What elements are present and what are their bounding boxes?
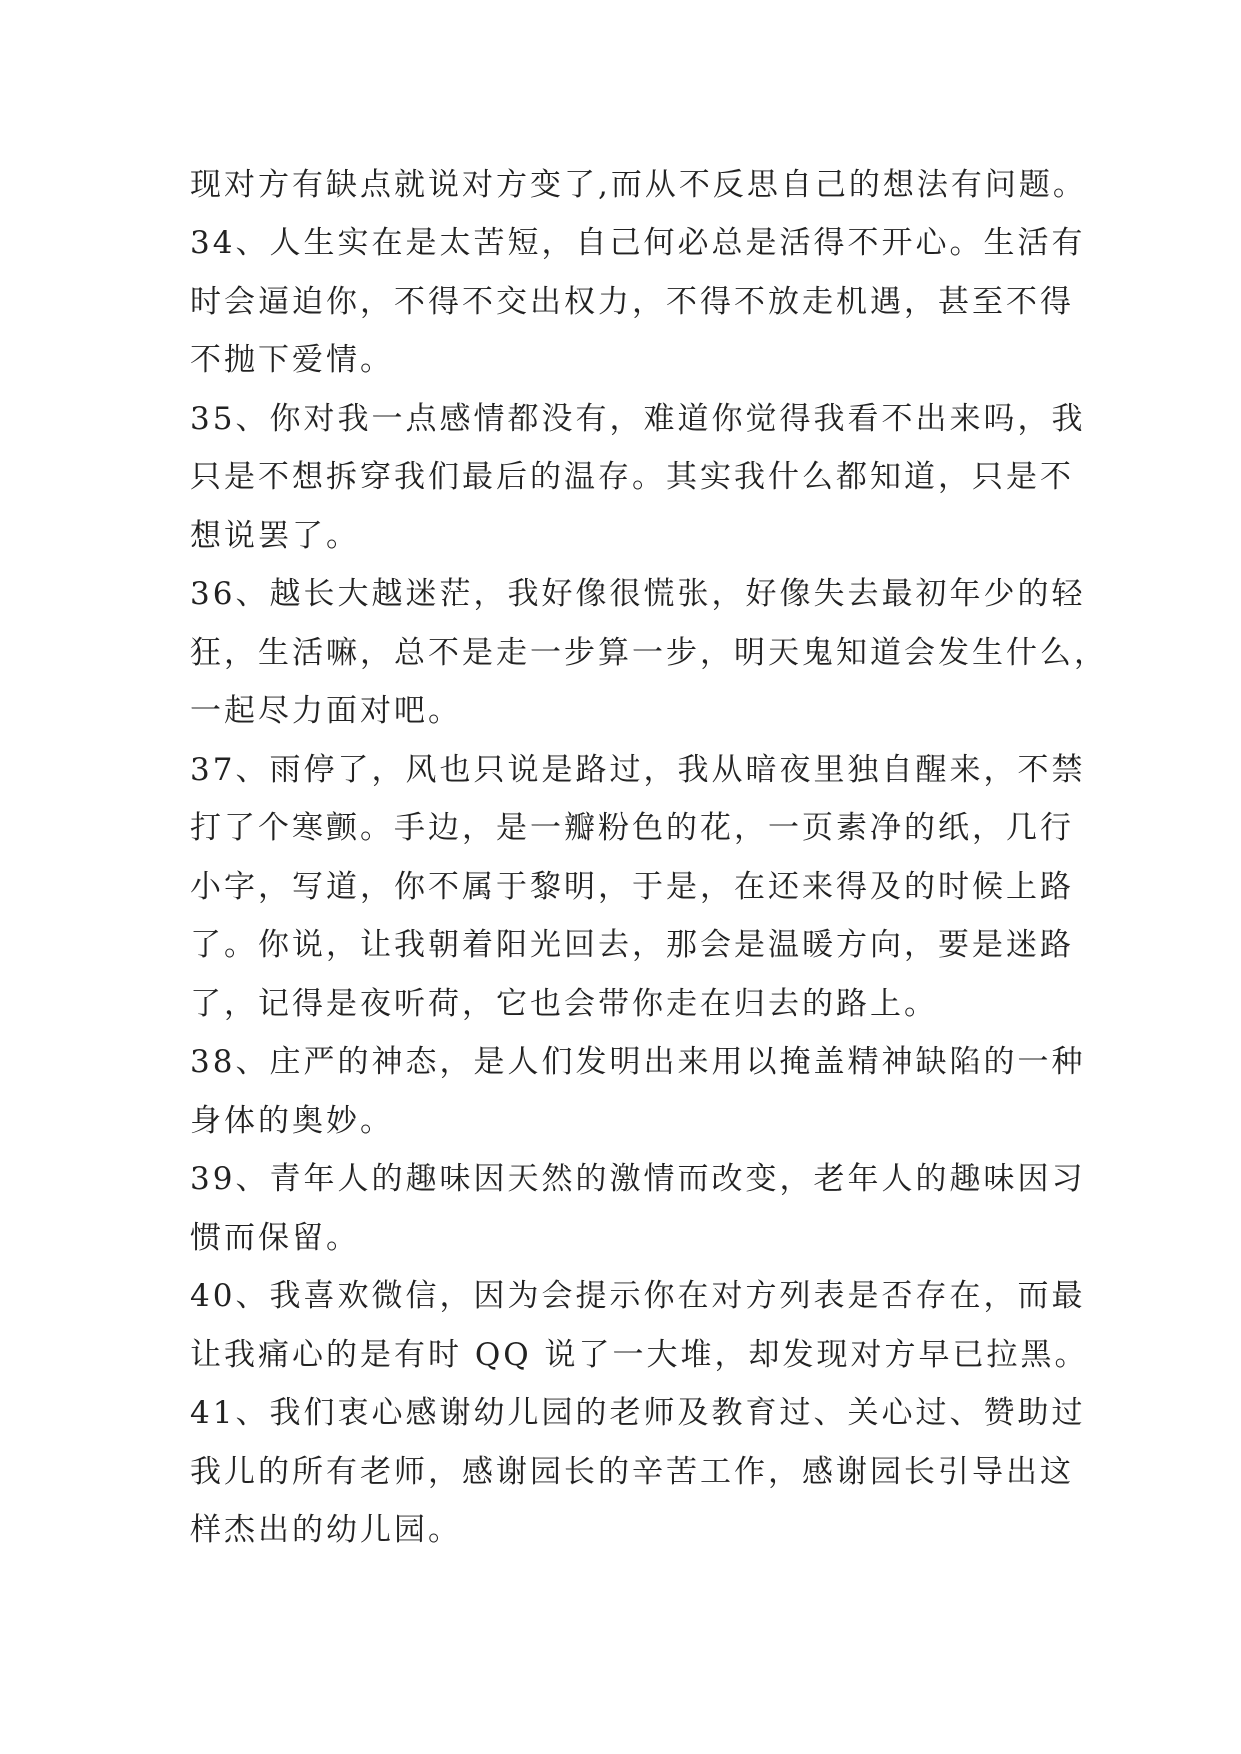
text-line: 时会逼迫你，不得不交出权力，不得不放走机遇，甚至不得 (190, 283, 1074, 320)
text-line: 小字，写道，你不属于黎明，于是，在还来得及的时候上路 (190, 868, 1074, 905)
text-line: 不抛下爱情。 (190, 342, 394, 378)
text-line: 34、人生实在是太苦短，自己何必总是活得不开心。生活有 (190, 225, 1086, 261)
body-text (190, 156, 1108, 1560)
text-line: 狂，生活嘛，总不是走一步算一步，明天鬼知道会发生什么， (190, 634, 1108, 671)
text-line: 35、你对我一点感情都没有，难道你觉得我看不出来吗，我 (190, 400, 1086, 437)
text-line: 37、雨停了，风也只说是路过，我从暗夜里独自醒来，不禁 (190, 751, 1086, 788)
text-line: 39、青年人的趣味因天然的激情而改变，老年人的趣味因习 (190, 1161, 1086, 1197)
text-line: 36、越长大越迷茫，我好像很慌张，好像失去最初年少的轻 (190, 576, 1086, 612)
text-line: 40、我喜欢微信，因为会提示你在对方列表是否存在，而最 (190, 1278, 1086, 1314)
text-line: 想说罢了。 (190, 517, 360, 554)
text-line: 让我痛心的是有时 QQ 说了一大堆，却发现对方早已拉黑。 (190, 1336, 1089, 1373)
text-line: 了，记得是夜听荷，它也会带你走在归去的路上。 (190, 985, 938, 1022)
text-line: 打了个寒颤。手边，是一瓣粉色的花，一页素净的纸，几行 (190, 810, 1074, 846)
text-line: 惯而保留。 (190, 1219, 360, 1256)
text-line: 了。你说，让我朝着阳光回去，那会是温暖方向，要是迷路 (190, 927, 1074, 963)
text-line: 41、我们衷心感谢幼儿园的老师及教育过、关心过、赞助过 (190, 1395, 1086, 1431)
text-line: 现对方有缺点就说对方变了,而从不反思自己的想法有问题。 (190, 166, 1087, 203)
text-line: 只是不想拆穿我们最后的温存。其实我什么都知道，只是不 (190, 459, 1074, 495)
text-line: 样杰出的幼儿园。 (190, 1512, 462, 1548)
text-line: 38、庄严的神态，是人们发明出来用以掩盖精神缺陷的一种 (190, 1044, 1086, 1080)
text-line: 一起尽力面对吧。 (190, 693, 462, 729)
text-line: 我儿的所有老师，感谢园长的辛苦工作，感谢园长引导出这 (190, 1453, 1074, 1490)
text-line: 身体的奥妙。 (190, 1102, 394, 1139)
